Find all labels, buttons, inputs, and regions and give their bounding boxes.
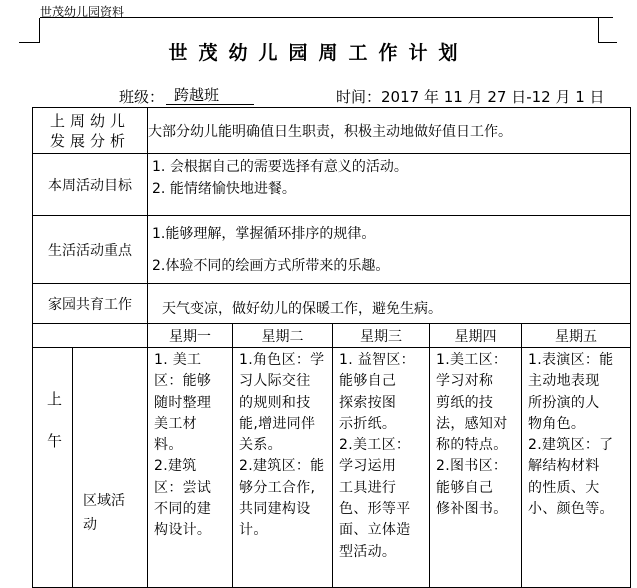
thursday-activities: 1.美工区： 学习对称 剪纸的技 法，感知对 称的特点。 2.图书区： 能够自己 修补图书。 <box>430 348 522 588</box>
class-label: 班级： <box>119 88 165 106</box>
day-thursday: 星期四 <box>430 324 522 348</box>
header-school-name: 世茂幼儿园资料 <box>40 5 125 19</box>
last-week-label: 上周幼儿 发展分析 <box>33 108 148 154</box>
class-value: 跨越班 <box>166 86 254 105</box>
row-days <box>33 324 631 348</box>
wednesday-activities: 1. 益智区： 能够自己 探索按图 示折纸。 2.美工区： 学习运用 工具进行 色、形等平 面、立体造 型活动。 <box>333 348 430 588</box>
period-morning: 上 午 <box>33 348 73 588</box>
time-range: 时间：2017 年 11 月 27 日-12 月 1 日 <box>336 88 605 106</box>
monday-activities: 1. 美工 区：能够 随时整理 美工材 料。 2.建筑 区：尝试 不同的建 构设计。 <box>148 348 233 588</box>
life-item: 2.体验不同的绘画方式所带来的乐趣。 <box>152 257 390 274</box>
home-label: 家园共育工作 <box>33 284 148 324</box>
life-label: 生活活动重点 <box>33 216 148 284</box>
goal-item: 2. 能情绪愉快地进餐。 <box>152 181 296 197</box>
friday-activities: 1.表演区：能 主动地表现 所扮演的人 物角色。 2.建筑区：了 解结构材料 的性质、大 小、颜色等。 <box>522 348 631 588</box>
header-divider <box>40 17 613 18</box>
row-goals <box>33 154 631 216</box>
row-last-week <box>33 108 631 154</box>
home-content: 天气变凉，做好幼儿的保暖工作，避免生病。 <box>148 284 631 324</box>
day-header-blank <box>33 324 148 348</box>
row-life <box>33 216 631 284</box>
document-title: 世茂幼儿园周工作计划 <box>168 42 469 64</box>
day-tuesday: 星期二 <box>233 324 333 348</box>
tuesday-activities: 1.角色区：学 习人际交往 的规则和技 能,增进同伴 关系。 2.建筑区：能 够分工合作, 共同建构设 计。 <box>233 348 333 588</box>
goals-label: 本周活动目标 <box>33 154 148 216</box>
life-item: 1.能够理解，掌握循环排序的规律。 <box>152 225 376 242</box>
life-content <box>148 216 631 284</box>
activity-type-area: 区域活 动 <box>73 348 148 588</box>
row-morning-area-activities <box>33 348 631 588</box>
day-wednesday: 星期三 <box>333 324 430 348</box>
last-week-content: 大部分幼儿能明确值日生职责，积极主动地做好值日工作。 <box>148 108 631 154</box>
goals-content <box>148 154 631 216</box>
day-monday: 星期一 <box>148 324 233 348</box>
row-home <box>33 284 631 324</box>
day-friday: 星期五 <box>522 324 631 348</box>
goal-item: 1. 会根据自己的需要选择有意义的活动。 <box>152 159 408 175</box>
weekly-plan-table <box>32 107 631 588</box>
